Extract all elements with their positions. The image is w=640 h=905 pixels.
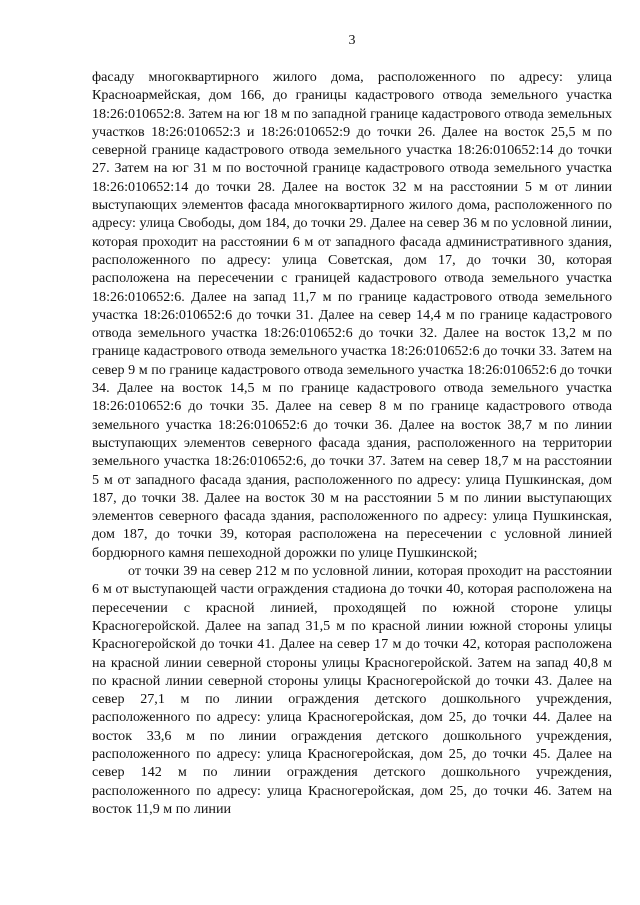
body-paragraph-continued: фасаду многоквартирного жилого дома, расположенного по адресу: улица Красноармейская, дом 166, до границы кадастрового отвода земельного участка 18:26:010652:8. Затем на юг 18 м по западной границе кадастрового отвода земельных участков 18:26:010652:3 и 18:26:010652:9 до точки 26. Далее на восток 25,5 м по северной границе кадастрового отвода земельного участка 18:26:010652:14 до точки 27. Затем на юг 31 м по восточной границе кадастрового отвода земельного участка 18:26:010652:14 до точки 28. Далее на восток 32 м на расстоянии 5 м от линии выступающих элементов фасада многоквартирного жилого дома, расположенного по адресу: улица Свободы, дом 184, до точки 29. Далее на север 36 м по условной линии, которая проходит на расстоянии 6 м от западного фасада административного здания, расположенного по адресу: улица Советская, дом 17, до точки 30, которая расположена на пересечении с границей кадастрового отвода земельного участка 18:26:010652:6. Далее на запад 11,7 м по границе кадастрового отвода земельного участка 18:26:010652:6 до точки 31. Далее на север 14,4 м по границе кадастрового отвода земельного участка 18:26:010652:6 до точки 32. Далее на восток 13,2 м по границе кадастрового отвода земельного участка 18:26:010652:6 до точки 33. Затем на север 9 м по границе кадастрового отвода земельного участка 18:26:010652:6 до точки 34. Далее на восток 14,5 м по границе кадастрового отвода земельного участка 18:26:010652:6 до точки 35. Далее на север 8 м по границе кадастрового отвода земельного участка 18:26:010652:6 до точки 36. Далее на восток 38,7 м по линии выступающих элементов северного фасада здания, расположенного на территории земельного участка 18:26:010652:6, до точки 37. Затем на север 18,7 м на расстоянии 5 м от западного фасада здания, расположенного по адресу: улица Пушкинская, дом 187, до точки 38. Далее на восток 30 м на расстоянии 5 м по линии выступающих элементов северного фасада здания, расположенного по адресу: улица Пушкинская, дом 187, до точки 39, которая расположена на пересечении с условной линией бордюрного камня пешеходной дорожки по улице Пушкинской; xyxy=(92,69,612,561)
page-number: 3 xyxy=(348,33,356,48)
body-paragraph: от точки 39 на север 212 м по условной линии, которая проходит на расстоянии 6 м от выступающей части ограждения стадиона до точки 40, которая расположена на пересечении с красной линией, проходящей по южной стороне улицы Красногеройской. Далее на запад 31,5 м по красной линии южной стороны улицы Красногеройской до точки 41. Далее на север 17 м до точки 42, которая расположена на красной линии северной стороны улицы Красногеройской. Затем на запад 40,8 м по красной линии северной стороны улицы Красногеройской до точки 43. Далее на север 27,1 м по линии ограждения детского дошкольного учреждения, расположенного по адресу: улица Красногеройская, дом 25, до точки 44. Далее на восток 33,6 м по линии ограждения детского дошкольного учреждения, расположенного по адресу: улица Красногеройская, дом 25, до точки 45. Далее на север 142 м по линии ограждения детского дошкольного учреждения, расположенного по адресу: улица Красногеройская, дом 25, до точки 46. Затем на восток 11,9 м по линии xyxy=(92,563,612,817)
